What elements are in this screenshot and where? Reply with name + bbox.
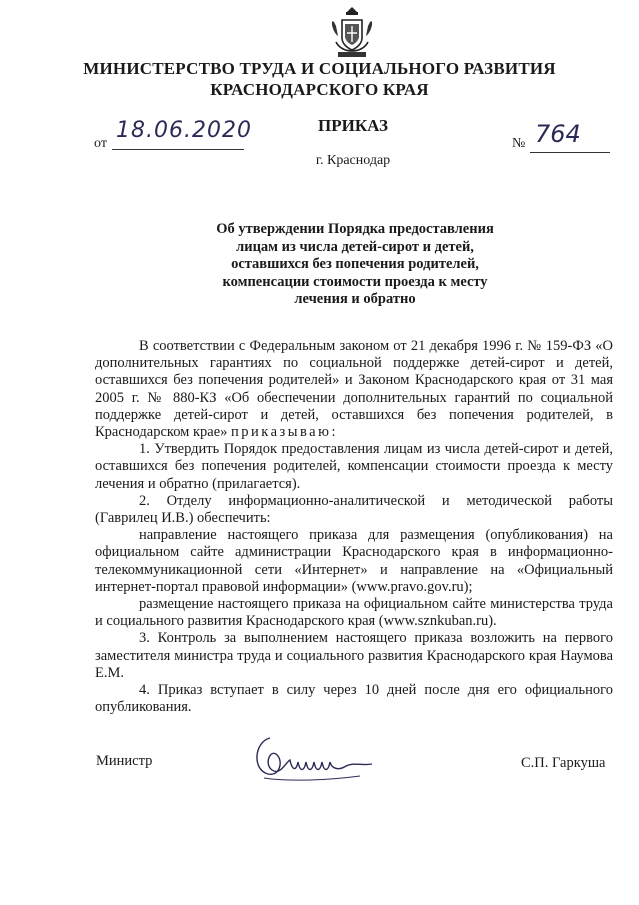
subject-line: Об утверждении Порядка предоставления: [216, 221, 494, 237]
item-3: 3. Контроль за выполнением настоящего приказа возложить на первого заместителя министра труда и социального развития Краснодарского края Наумова Е.М.: [95, 630, 613, 681]
signer-name: С.П. Гаркуша: [521, 755, 606, 771]
subject-line: оставшихся без попечения родителей,: [231, 256, 479, 273]
coat-of-arms-icon: [328, 6, 376, 60]
item-4: 4. Приказ вступает в силу через 10 дней после дня его официального опубликования.: [95, 682, 613, 716]
ministry-name-line1: МИНИСТЕРСТВО ТРУДА И СОЦИАЛЬНОГО РАЗВИТИЯ: [83, 59, 556, 78]
order-subject: [180, 221, 530, 309]
subject-line: лечения и обратно: [294, 291, 416, 308]
number-prefix: №: [512, 136, 526, 151]
subject-line: лицам из числа детей-сирот и детей,: [236, 238, 474, 255]
preamble-paragraph: [95, 338, 613, 441]
item-2a: направление настоящего приказа для размещения (опубликования) на официальном сайте администрации Краснодарского края в информационно-телекоммуникационной сети «Интернет» и направление на «Официальный интернет-портал правовой информации» (www.pravo.gov.ru);: [95, 527, 613, 595]
item-2b: размещение настоящего приказа на официальном сайте министерства труда и социального развития Краснодарского края (www.sznkuban.ru).: [95, 596, 613, 630]
order-number: 764: [535, 120, 581, 148]
order-word: приказываю:: [231, 424, 338, 441]
signature-icon: [250, 730, 380, 790]
ministry-name-line2: КРАСНОДАРСКОГО КРАЯ: [210, 80, 429, 99]
subject-line: компенсации стоимости проезда к месту: [222, 273, 488, 290]
city: г. Краснодар: [315, 153, 391, 168]
order-date: 18.06.2020: [116, 118, 252, 143]
date-prefix: от: [94, 136, 107, 151]
item-2: 2. Отделу информационно-аналитической и методической работы (Гаврилец И.В.) обеспечить:: [95, 492, 613, 527]
date-underline: [112, 149, 244, 150]
item-1: 1. Утвердить Порядок предоставления лицам из числа детей-сирот и детей, оставшихся без попечения родителей, компенсации стоимости проезда к месту лечения и обратно (прилагается).: [95, 441, 613, 492]
signer-position: Министр: [96, 753, 153, 769]
order-body: [95, 338, 613, 716]
document-type: ПРИКАЗ: [318, 116, 388, 135]
preamble-text: В соответствии с Федеральным законом от 21 декабря 1996 г. № 159-ФЗ «О дополнительных гарантиях по социальной поддержке детей-сирот и детей, оставшихся без попечения родителей» и Законом Краснодарского края от 31 мая 2005 г. № 880-КЗ «Об обеспечении дополнительных гарантий по социальной поддержке детей-сирот и детей, оставшихся без попечения родителей, в Краснодарском крае»: [95, 338, 613, 441]
